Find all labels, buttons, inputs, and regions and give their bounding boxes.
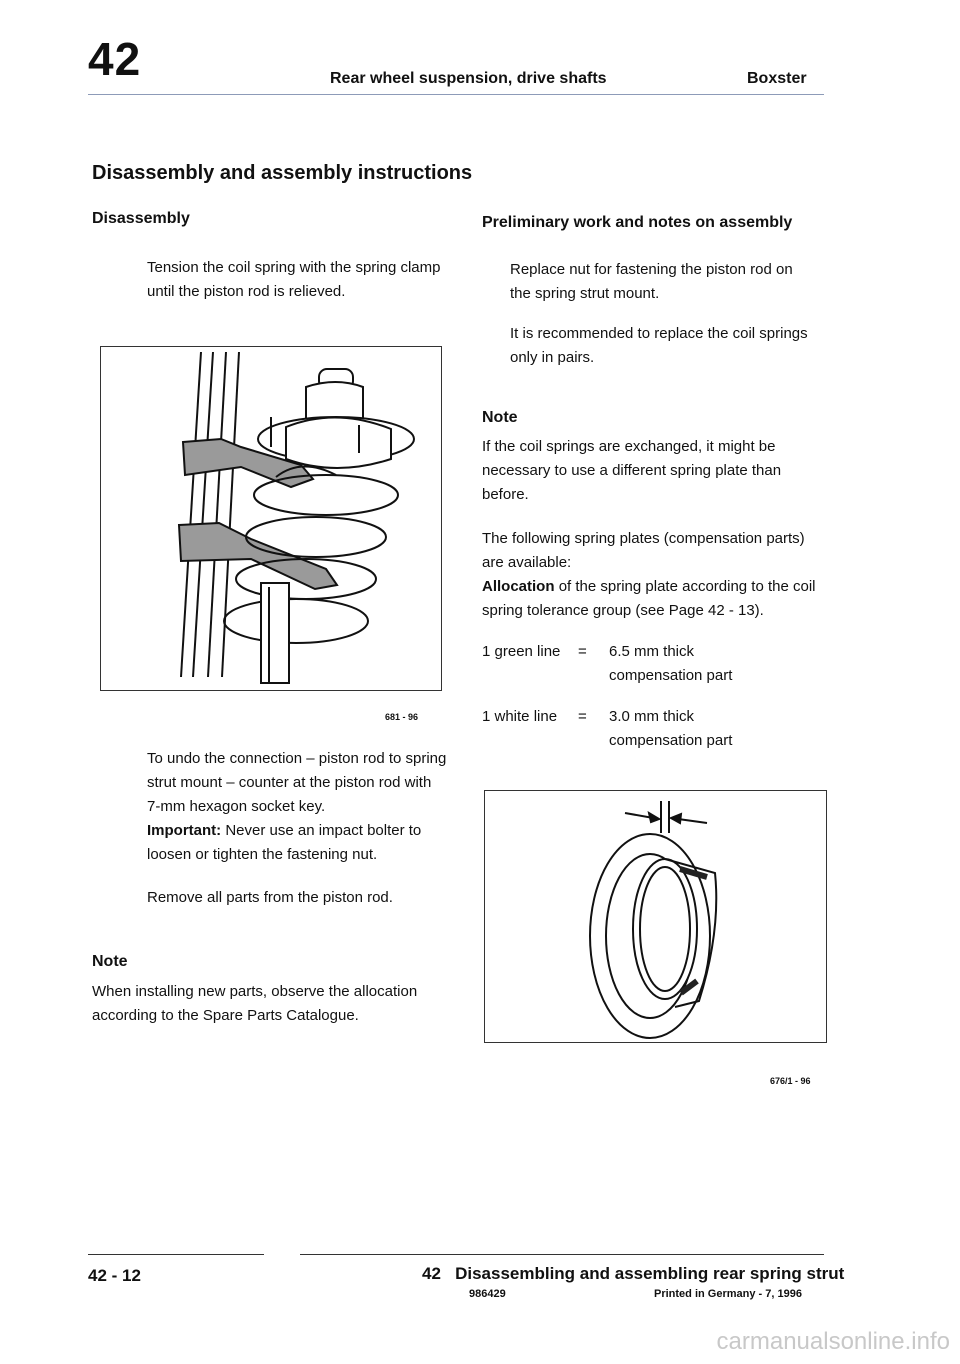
important-text: Never use an impact bolter to loosen or tighten the fastening nut. [147, 822, 422, 863]
chapter-number: 42 [88, 33, 142, 85]
allocation-label: Allocation [482, 578, 555, 595]
step-tension-spring: Tension the coil spring with the spring clamp until the piston rod is relieved. [147, 259, 441, 300]
figure2-caption: 676/1 - 96 [770, 1076, 811, 1086]
right-note-heading: Note [482, 409, 518, 426]
spring-strut-illustration [101, 347, 441, 690]
row-eq: = [578, 708, 587, 725]
section-title: Rear wheel suspension, drive shafts [330, 70, 607, 87]
footer-rule-left [88, 1254, 264, 1255]
watermark: carmanualsonline.info [716, 1328, 950, 1355]
important-label: Important: [147, 822, 222, 839]
footer-title: 42 Disassembling and assembling rear spring strut [422, 1264, 845, 1283]
figure1-caption: 681 - 96 [385, 712, 419, 722]
left-note-heading: Note [92, 953, 128, 970]
header-rule [88, 94, 824, 95]
disassembly-heading: Disassembly [92, 210, 190, 227]
row-value: 6.5 mm thick [609, 643, 695, 660]
figure-spring-plate [484, 790, 827, 1043]
footer-code: 986429 [469, 1288, 506, 1300]
spring-plate-illustration [485, 791, 826, 1042]
row-value2: compensation part [609, 732, 733, 749]
spring-plates-text [482, 527, 827, 623]
preliminary-heading: Preliminary work and notes on assembly [482, 214, 793, 231]
item-replace-springs: It is recommended to replace the coil springs only in pairs. [510, 325, 808, 366]
footer-printed: Printed in Germany - 7, 1996 [654, 1288, 802, 1300]
model-name: Boxster [747, 70, 807, 87]
spring-plates-available: The following spring plates (compensation parts) are available: [482, 530, 805, 571]
left-note-text: When installing new parts, observe the allocation according to the Spare Parts Catalogue. [92, 983, 418, 1024]
figure-spring-strut [100, 346, 442, 691]
step-undo-connection [147, 747, 447, 867]
row-eq: = [578, 643, 587, 660]
row-value2: compensation part [609, 667, 733, 684]
footer-page-number: 42 - 12 [88, 1266, 141, 1285]
row-label: 1 green line [482, 643, 561, 660]
item-replace-nut: Replace nut for fastening the piston rod on the spring strut mount. [510, 261, 793, 302]
step-remove-parts: Remove all parts from the piston rod. [147, 889, 393, 906]
right-note-text: If the coil springs are exchanged, it might be necessary to use a different spring plate than before. [482, 438, 782, 503]
row-label: 1 white line [482, 708, 558, 725]
allocation-text: of the spring plate according to the coil spring tolerance group (see Page 42 - 13). [482, 578, 816, 619]
main-heading: Disassembly and assembly instructions [92, 162, 473, 184]
row-value: 3.0 mm thick [609, 708, 695, 725]
step-undo-connection-text: To undo the connection – piston rod to spring strut mount – counter at the piston rod with 7-mm hexagon socket key. [147, 750, 447, 815]
footer-rule-right [300, 1254, 824, 1255]
